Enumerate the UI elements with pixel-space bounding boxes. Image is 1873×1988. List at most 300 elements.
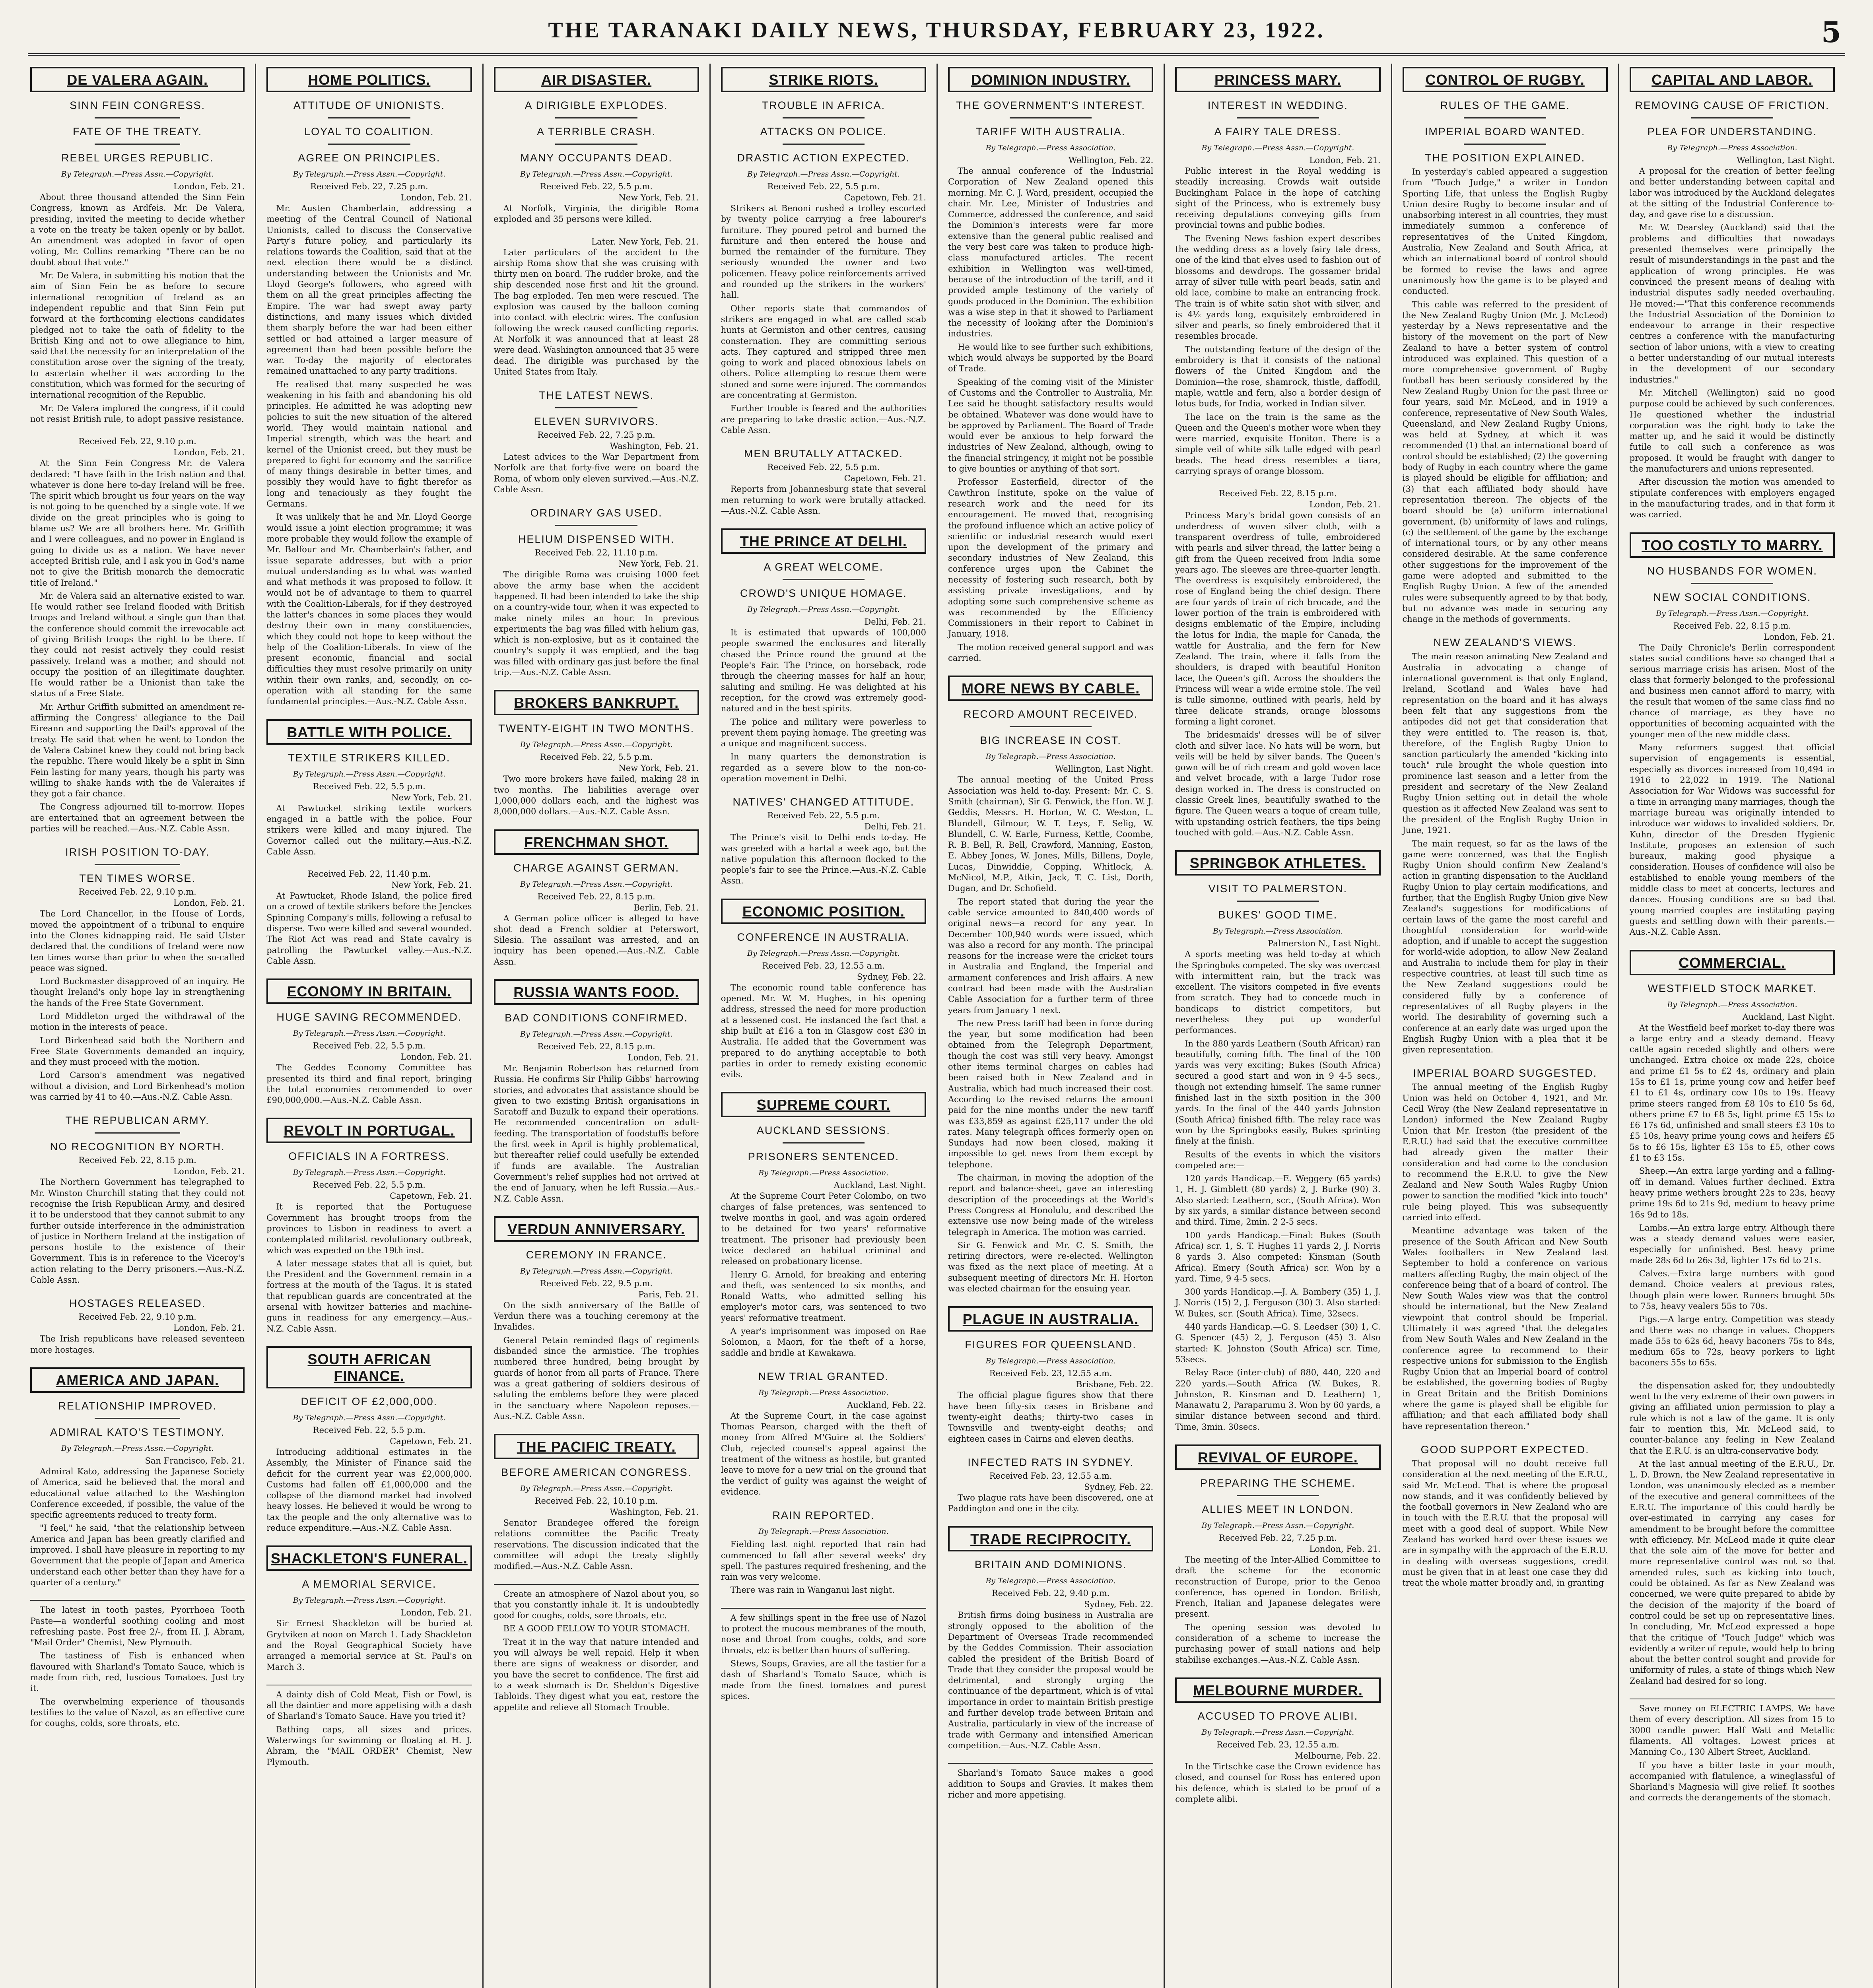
subheading: WESTFIELD STOCK MARKET. [1648,982,1817,994]
headline-box [721,1092,926,1117]
received-line: Received Feb. 22, 7.25 p.m. [537,430,655,440]
article [494,1216,699,1422]
newspaper-columns [28,64,1845,1988]
headline: SHACKLETON'S FUNERAL. [270,1550,468,1567]
headline: DE VALERA AGAIN. [67,72,208,88]
dateline: Sydney, Feb. 22. [1084,1482,1154,1492]
article-paragraph: Other reports state that commandos of strikers are engaged in what are called scab hunts at Germiston and other centres, causing consternation. They are committing serious acts. They captured and stripped three men going to work and placed obnoxious labels on others. Police attempting to rescue them were stoned and some were injured. The commandos are concentrating at Germiston. [721,303,926,400]
article-paragraph: Reports from Johannesburg state that several men returning to work were brutally attacked.—Aus.-N.Z. Cable Assn. [721,484,926,516]
rule-divider [783,579,865,580]
article-paragraph: Lord Middleton urged the withdrawal of the motion in the interests of peace. [30,1011,245,1032]
article [721,1509,926,1596]
subheading: FIGURES FOR QUEENSLAND. [965,1339,1137,1351]
article-paragraph: Relay Race (inter-club) of 880, 440, 220 and 220 yards.—South Africa (W. Bukes, R. Johnston, R. Kinsman and D. Leathern) 1, Manawatu 2, Paraparumu 3. Won by 60 yards, a similar distance between second and third. Time, 3min. 30secs. [1175,1368,1381,1432]
subheading: INTEREST IN WEDDING. [1207,99,1348,111]
advertisement-paragraph: Save money on ELECTRIC LAMPS. We have them of every description. All sizes from 15 to 3000 candle power. Half Watt and Metallic filaments. All voltages. Lowest prices at Manning Co., 130 Albert Street, Auckland. [1629,1704,1835,1757]
dateline: London, Feb. 21. [400,1608,472,1618]
article-paragraph: In many quarters the demonstration is regarded as a severe blow to the non-co-operation movement in Delhi. [721,752,926,783]
article-paragraph: A sports meeting was held to-day at which the Springboks competed. The sky was overcast with intermittent rain, but the track was excellent. The visitors competed in five events from scratch. They had to concede much in handicaps to district competitors, but nevertheless they put up wonderful performances. [1175,949,1381,1035]
headline-box [30,67,245,92]
column [936,64,1164,1988]
article-paragraph: The official plague figures show that there have been fifty-six cases in Brisbane and twenty-eight deaths; thirty-two cases in Townsville and twenty-eight deaths; and eighteen cases in Cairns and eleven deaths. [948,1390,1154,1444]
article-paragraph: The Prince's visit to Delhi ends to-day. He was greeted with a hartal a week ago, but the native population this afternoon flocked to the people's fair to see the Prince.—Aus.-N.Z. Cable Assn. [721,833,926,886]
subheading: RECORD AMOUNT RECEIVED. [963,708,1138,720]
article [948,1306,1153,1444]
article-paragraph: The motion received general support and was carried. [948,642,1154,663]
rule-divider [1691,583,1774,584]
subheading: NO RECOGNITION BY NORTH. [50,1141,225,1153]
telegraph-credit: By Telegraph.—Press Association. [758,1169,889,1178]
article [948,1526,1153,1751]
article [1175,67,1380,477]
headline: MELBOURNE MURDER. [1193,1682,1363,1699]
article [948,1763,1153,1800]
subheading: NO HUSBANDS FOR WOMEN. [1647,565,1817,577]
dateline: Auckland, Feb. 22. [847,1400,926,1410]
received-line: Received Feb. 22, 5.5 p.m. [540,752,653,762]
rule-divider [783,1142,865,1143]
column [1391,64,1618,1988]
advertisement [721,1608,926,1702]
advertisement-paragraph: The latest in tooth pastes, Pyorrhoea Tooth Paste—a wonderful soothing cooling and most refreshing paste. Post free 2/-, from H. J. Abram, "Mail Order" Chemist, New Plymouth. [30,1605,245,1648]
subheading: TARIFF WITH AUSTRALIA. [975,126,1126,138]
article-paragraph: There was rain in Wanganui last night. [730,1585,895,1595]
advertisement-paragraph: A few shillings spent in the free use of Nazol to protect the mucous membranes of the mouth, nose and throat from coughs, colds, and sore throats, etc is better than hours of suffering. [721,1613,926,1655]
received-line: Received Feb. 22, 5.5 p.m. [767,182,880,191]
article [1630,1380,1835,1687]
article-paragraph: Senator Brandegee offered the foreign relations committee the Pacific Treaty reservations. The discussion indicated that the committee will adopt the treaty slightly modified.—Aus.-N.Z. Cable Assn. [494,1518,699,1571]
article [1403,1444,1608,1589]
received-line: Received Feb. 23, 12.55 a.m. [1216,1740,1339,1749]
dateline: London, Feb. 21. [1763,632,1835,642]
subheading: RELATIONSHIP IMPROVED. [58,1400,217,1412]
dateline: Berlin, Feb. 21. [633,903,699,912]
rule-divider [1464,117,1546,118]
headline-box [948,1526,1153,1551]
telegraph-credit: By Telegraph.—Press Association. [985,1357,1116,1366]
subheading: DRASTIC ACTION EXPECTED. [737,152,910,164]
article-paragraph: Latest advices to the War Department from Norfolk are that forty-five were on board the Roma, of whom only eleven survived.—Aus.-N.Z. Cable Assn. [494,452,699,495]
subheading: A GREAT WELCOME. [764,561,884,573]
subheading: HELIUM DISPENSED WITH. [518,533,675,546]
article-paragraph: It is estimated that upwards of 100,000 people swarmed the enclosures and literally chased the Prince round the ground at the People's Fair. The Prince, on horseback, rode through the cheering masses for half an hour, saluting and smiling. He was delighted at his reception, for the crowd was extremely good-natured and in the best spirits. [721,628,926,714]
article-paragraph: The annual conference of the Industrial Corporation of New Zealand opened this morning. Mr. C. J. Ward, president, occupied the chair. Mr. Lee, Minister of Industries and Commerce, addressed the conference, and said the Dominion's interests were far more extensive than the general public realised and the very best care was taken to produce high-class manufactured articles. The recent exhibition in Wellington was well-timed, because of the introduction of the tariff, and it provided ample testimony of the variety of goods produced in the Dominion. The exhibition was a wise step in that it showed to Parliament the necessity of looking after the Dominion's industries. [948,166,1154,339]
article [30,846,245,1103]
subheading: ACCUSED TO PROVE ALIBI. [1197,1710,1358,1722]
article [1175,850,1380,1433]
telegraph-credit: By Telegraph.—Press Assn.—Copyright. [293,170,446,179]
received-line: Received Feb. 22, 5.5 p.m. [313,1041,426,1051]
article-paragraph: The bridesmaids' dresses will be of silver cloth and silver lace. No hats will be worn, but veils will be held by silver bands. The Queen's gown will be of rich cream and gold woven lace and velvet brocade, with a large Tudor rose design worked in. The dress is constructed on classic Greek lines, beautifully swathed to the figure. The Queen wears a toque of cream tulle, with upstanding ostrich feathers, the tips being touched with gold.—Aus.-N.Z. Cable Assn. [1175,730,1381,837]
advertisement-paragraph: Sharland's Tomato Sauce makes a good addition to Soups and Gravies. It makes them richer and more appetising. [948,1768,1154,1800]
received-line: Received Feb. 22, 9.5 p.m. [540,1278,653,1288]
received-line: Received Feb. 22, 8.15 p.m. [537,1041,655,1051]
article [494,1584,699,1713]
subheading: HUGE SAVING RECOMMENDED. [276,1011,462,1023]
article-paragraph: Many reformers suggest that official supervision of engagements is essential, especially as divorces increased from 10,494 in 1916 to 22,022 in 1919. The National Association for War Widows was successful for a time in arranging many marriages, though the marriage bureau was originally intended to introduce war widows to invalided soldiers. Dr. Kuhn, director of the Dresden Hygienic Institute, proposes an extension of such bureaux, making good physique a consideration. Houses of confidence will also be established to enable young members of the middle class to meet at concerts, lectures and dances. Housing conditions are so bad that young married couples are instituting paying guests and settling down with their parents.—Aus.-N.Z. Cable Assn. [1629,743,1835,937]
article-paragraph: Introducing additional estimates in the Assembly, the Minister of Finance said the deficit for the current year was £2,000,000. Customs had fallen off £1,000,000 and the collapse of the diamond market had involved heavy losses. He believed it would be wrong to tax the people and the only alternative was to reduce expenditure.—Aus.-N.Z. Cable Assn. [266,1447,472,1533]
advertisement-paragraph: BE A GOOD FELLOW TO YOUR STOMACH. [503,1624,690,1634]
subheading: THE GOVERNMENT'S INTEREST. [956,99,1145,111]
article-paragraph: Mr. Austen Chamberlain, addressing a meeting of the Central Council of National Unionists, called to discuss the Conservative Party's future policy, and particularly its relations towards the Coalition, said that at the next election there would be a distinct understanding between the Unionists and Mr. Lloyd George's followers, who agreed with them on all the great principles affecting the Empire. The war had swept away party distinctions, and many issues which divided them sharply before the war had been either settled or had attained a larger measure of agreement than had been possible before the war. To-day the majority of electorates remained unattached to any party traditions. [266,204,472,376]
article-paragraph: Fielding last night reported that rain had commenced to fall after several weeks' dry spell. The pastures required freshening, and the rain was very welcome. [721,1540,926,1582]
subheading: TEXTILE STRIKERS KILLED. [288,751,451,764]
article-paragraph: The Congress adjourned till to-morrow. Hopes are entertained that an agreement between the parties will be reached.—Aus.-N.Z. Cable Assn. [30,802,245,834]
headline-box [266,67,472,92]
subheading: A DIRIGIBLE EXPLODES. [525,99,668,111]
received-line: Received Feb. 22, 9.40 p.m. [991,1588,1110,1598]
dateline: Later. New York, Feb. 21. [591,237,699,247]
headline-box [948,67,1153,92]
advertisement [1630,1699,1835,1804]
subheading: ALLIES MEET IN LONDON. [1202,1503,1354,1515]
column [709,64,936,1988]
headline-box [30,1367,245,1393]
dateline: Capetown, Feb. 21. [390,1436,472,1446]
headline: STRIKE RIOTS. [769,72,878,88]
article-paragraph: The annual meeting of the United Press Association was held to-day. Present: Mr. C. S. Smith (chairman), Sir G. Fenwick, the Hon. W. J. Geddis, Messrs. H. Horton, W. C. Weston, L. Blundell, Gilmour, W. T. Leys, F. Selig, W. Blundell, C. W. Earle, Furness, Kettle, Coombe, R. B. Bell, R. Bell, Crawford, Manning, Easton, E. Abbey Jones, W. Jones, Mills, Billens, Doyle, Lucas, Dinwiddie, Copping, Whitlock, A. McNicol, M.P., Atkin, Jack, T. C. List, Dorth, Dugan, and Dr. Schofield. [948,775,1154,893]
advertisement [30,1600,245,1729]
article-paragraph: The Northern Government has telegraphed to Mr. Winston Churchill stating that they could not recognise the Irish Republican Army, and desired it to be understood that they cannot submit to any further outside interference in the administration of justice in Northern Ireland at the instigation of persons hostile to the existence of their Government. This is in reference to the Viceroy's action relating to the Derry prisoners.—Aus.-N.Z. Cable Assn. [30,1177,245,1285]
telegraph-credit: By Telegraph.—Press Assn.—Copyright. [293,1596,446,1605]
article-paragraph: The new Press tariff had been in force during the year, but some modification had been obtained from the Telegraph Department, though the cost was still very heavy. Amongst other items terminal charges on cables had been raised both in New Zealand and in Australia, which had much increased their cost. According to the revised returns the amount paid for the nine months under the new tariff was £33,859 as against £25,117 under the old rates. Many telegraph offices formerly open on Sundays had now been closed, making it impossible to get news from them except by telephone. [948,1018,1154,1169]
telegraph-credit: By Telegraph.—Press Assn.—Copyright. [1201,1728,1354,1737]
article-paragraph: Mr. Mitchell (Wellington) said no good purpose could be achieved by such conferences. He questioned whether the industrial corporation was the right body to take the matter up, and he said it would be distinctly futile to call such a conference as was proposed. It would be fraught with danger to the manufacturers and unions represented. [1629,388,1835,474]
article-paragraph: At the Supreme Court Peter Colombo, on two charges of false pretences, was sentenced to twelve months in gaol, and was again ordered to be detained for two years' reformative treatment. The prisoner had previously been twice declared an habitual criminal and released on probationary license. [721,1191,926,1266]
article-paragraph: At Norfolk, Virginia, the dirigible Roma exploded and 35 persons were killed. [494,204,699,224]
article-paragraph: Strikers at Benoni rushed a trolley escorted by twenty police carrying a free labourer's furniture. They poured petrol and burned the furniture and then entered the house and burned the remainder of the furniture. They seriously wounded the owner and two policemen. Heavy police reinforcements arrived and rounded up the strikers in the workers' hall. [721,204,926,300]
rule-divider [1464,144,1546,145]
article [721,796,926,886]
subheading: PREPARING THE SCHEME. [1200,1477,1356,1489]
subheading: ADMIRAL KATO'S TESTIMONY. [50,1426,225,1438]
headline: TRADE RECIPROCITY. [970,1531,1131,1547]
advertisement-paragraph: Stews, Soups, Gravies, are all the tastier for a dash of Sharland's Tomato Sauce, which is made from the finest tomatoes and purest spices. [721,1658,926,1701]
article-paragraph: Further trouble is feared and the authorities are preparing to take drastic action.—Aus.-N.Z. Cable Assn. [721,404,926,435]
headline: THE PRINCE AT DELHI. [740,533,907,550]
article-paragraph: The Evening News fashion expert describes the wedding dress as a lovely fairy tale dress, one of the kind that elves used to fashion out of blossoms and dewdrops. The gossamer bridal array of silver tulle with pearl beads, satin and old lace, combine to make an entrancing frock. The train is of white satin shot with silver, and is 4½ yards long, exquisitely embroidered in silver and pearls, so finely embroidered that it resembles brocade. [1175,233,1381,341]
article-paragraph: General Petain reminded flags of regiments disbanded since the armistice. The trophies numbered three hundred, being brought by guards of honor from all parts of France. There was a great gathering of soldiers desirous of saluting the emblems before they were placed in the sanctuary where Napoleon reposes.—Aus.-N.Z. Cable Assn. [494,1335,699,1421]
subheading: PLEA FOR UNDERSTANDING. [1647,126,1817,138]
advertisement [948,1763,1153,1800]
subheading: A FAIRY TALE DRESS. [1214,126,1342,138]
article [721,899,926,1080]
subheading: REBEL URGES REPUBLIC. [61,152,214,164]
article-paragraph: A German police officer is alleged to have shot dead a French soldier at Peterswort, Silesia. The assailant was arrested, and an inquiry has been opened.—Aus.-N.Z. Cable Assn. [494,913,699,967]
article-paragraph: After discussion the motion was amended to stipulate conferences with employers engaged in the manufacturing trades, and in that form it was carried. [1629,477,1835,520]
received-line: Received Feb. 22, 8.15 p.m. [537,891,655,901]
column [28,64,255,1988]
headline-box [266,1545,472,1571]
advertisement-paragraph: Treat it in the way that nature intended and you will always be well repaid. Help it when there are signs of weakness or disorder, and you have the secret to confidence. The first aid to a weak stomach is Dr. Sheldon's Digestive Tabloids. They digest what you eat, restore the appetite and relieve all Stomach Trouble. [494,1637,699,1712]
advertisement-paragraph: The tastiness of Fish is enhanced when flavoured with Sharland's Tomato Sauce, which is made from rich, red, luscious Tomatoes. Just try it. [30,1651,245,1693]
subheading: A TERRIBLE CRASH. [537,126,656,138]
subheading: RAIN REPORTED. [772,1509,875,1522]
dateline: Palmerston N., Last Night. [1268,939,1381,949]
article [30,1114,245,1285]
column [1164,64,1391,1988]
subheading: GOOD SUPPORT EXPECTED. [1420,1443,1589,1456]
rule-divider [1237,901,1319,902]
article-paragraph: The police and military were powerless to prevent them paying homage. The greeting was a unique and magnificent success. [721,717,926,749]
telegraph-credit: By Telegraph.—Press Assn.—Copyright. [293,769,446,779]
received-line: Received Feb. 22, 9.10 p.m. [78,887,196,897]
dateline: Wellington, Last Night. [1055,764,1154,774]
dateline: San Francisco, Feb. 21. [145,1456,245,1466]
article-paragraph: Mr. Benjamin Robertson has returned from Russia. He confirms Sir Philip Gibbs' harrowing stories, and advocates that assistance should be given to two existing British organisations in Saratoff and Buzulk to expand their operations. He recommended concentration on adult-feeding. The transportation of foodstuffs before the first week in April is highly problematical, but thereafter relief could usefully be extended if funds are available. The Australian Government's relief supplies had not arrived at the end of January, when he left Russia.—Aus.-N.Z. Cable Assn. [494,1063,699,1204]
telegraph-credit: By Telegraph.—Press Assn.—Copyright. [61,170,214,179]
article [494,829,699,967]
dateline: Capetown, Feb. 21. [390,1191,472,1201]
received-line: Received Feb. 22, 11.10 p.m. [534,548,658,558]
article [1630,950,1835,1369]
article-paragraph: The meeting of the Inter-Allied Committee to draft the scheme for the economic reconstruction of Europe, prior to the Genoa conference, has opened in London. British, French, Italian and Japanese delegates were present. [1175,1555,1381,1619]
article-paragraph: Mr. W. Dearsley (Auckland) said that the problems and difficulties that nowadays presented themselves were principally the result of misunderstandings in the past and the application of wrong principles. He was convinced the present means of dealing with industrial disputes sadly needed overhauling. He moved:—"That this conference recommends the Industrial Association of the Dominion to endeavour to arrange in their respective centres a conference with the manufacturing section of labor unions, with a view to creating a better understanding of our mutual interests in the development of our secondary industries." [1629,223,1835,384]
dateline: London, Feb. 21. [173,448,245,458]
column [255,64,482,1988]
article [721,67,926,436]
received-line: Received Feb. 22, 10.10 p.m. [534,1496,658,1506]
article-paragraph: At the Westfield beef market to-day there was a large entry and a steady demand. Heavy cattle again receded slightly and others were unchanged. Extra choice ox made 22s, choice and prime £1 5s to £2 4s, ordinary and plain 15s to £1 1s, prime young cow and heifer beef £1 to £1 4s, ordinary cow 10s to 19s. Heavy prime steers ranged from £8 10s to £10 5s 6d, others prime £7 to £8 5s, light prime £5 15s to £6 17s 6d, unfinished and small steers £3 10s to £5 10s, heavy prime young cows and heifers £5 5s to £6 15s, lighter £3 15s to £5, other cows £1 to £3 15s. [1629,1023,1835,1163]
rule-divider [783,117,865,118]
article-paragraph: This cable was referred to the president of the New Zealand Rugby Union (Mr. J. McLeod) yesterday by a News representative and the history of the movement on the part of New Zealand to have a better system of control introduced was explained. This question of a more comprehensive government of Rugby football has been seriously considered by the New Zealand Rugby Union for the past three or four years, said Mr. McLeod, and in 1919 a conference, representative of New South Wales, Queensland, and New Zealand Rugby Unions, was held at Sydney, at which it was recommended (1) that an international board of control should be established; (2) the governing body of Rugby in each country where the game is played should be eligible for affiliation; and (3) that each affiliated body should have representation thereon. The objects of the board should be (a) uniform international government, (b) uniformity of laws and rulings, (c) the settlement of the game by the exchange of international tours, or by any other means considered desirable. At the same conference other suggestions for the improvement of the game were adopted and submitted to the English Rugby Union. A few of the amended rules were subsequently agreed to by that body, but no advance was made in securing any change in the methods of governments. [1402,299,1608,624]
rule-divider [555,525,637,526]
dateline: London, Feb. 21. [173,1323,245,1333]
subheading: CEREMONY IN FRANCE. [526,1248,667,1261]
dateline: Wellington, Last Night. [1737,155,1835,165]
dateline: London, Feb. 21. [1309,1544,1381,1554]
telegraph-credit: By Telegraph.—Press Association. [758,1527,889,1536]
article-paragraph: The annual meeting of the English Rugby Union was held on October 4, 1921, and Mr. Cecil Wray (the New Zealand representative in London) informed the New Zealand Rugby Union that Mr. Ireston (the president of the E.R.U.) had said that the executive committee had already given the matter their consideration and had come to the conclusion to recommend the E.R.U. to give the New Zealand and New South Wales Rugby Union power to sanction the modified "kick into touch" rule being played. This was subsequently carried into effect. [1402,1082,1608,1223]
telegraph-credit: By Telegraph.—Press Assn.—Copyright. [520,170,673,179]
article-paragraph: He realised that many suspected he was weakening in his faith and abandoning his old principles. He admitted he was adopting new policies to suit the new situation of the altered world. They would maintain national and Imperial strength, which was the heart and kernel of the Unionist creed, but they must be prepared to fight for economy and the sacrifice of many things desirable in better times, and possibly they would have to fight therefor as long and tenaciously as they fought the Germans. [266,379,472,509]
received-line: Received Feb. 22, 5.5 p.m. [313,781,426,791]
headline-box [1630,532,1835,558]
headline-box [1630,67,1835,92]
subheading: NEW TRIAL GRANTED. [758,1370,889,1382]
article-paragraph: At the Supreme Court, in the case against Thomas Pearson, charged with the theft of money from Alfred M'Guire at the Soldiers' Club, rejected counsel's appeal against the treatment of the witness as hostile, but granted leave to move for a new trial on the ground that the verdict of guilty was against the weight of evidence. [721,1411,926,1497]
dateline: Sydney, Feb. 22. [857,972,926,982]
article-paragraph: Sir Ernest Shackleton will be buried at Grytviken at noon on March 1. Lady Shackleton and the Royal Geographical Society have arranged a memorial service at St. Paul's on March 3. [266,1619,472,1672]
headline: AIR DISASTER. [541,72,652,88]
dateline: London, Feb. 21. [400,1052,472,1062]
headline-box [1175,1444,1380,1470]
dateline: New York, Feb. 21. [391,880,472,890]
article-paragraph: Public interest in the Royal wedding is steadily increasing. Crowds wait outside Buckingham Palace in the hope of catching sight of the Princess, who is extremely busy receiving deputations conveying gifts from provincial towns and public bodies. [1175,166,1381,230]
received-line: Received Feb. 22, 5.5 p.m. [540,182,653,191]
telegraph-credit: By Telegraph.—Press Association. [985,144,1116,152]
article-paragraph: The economic round table conference has opened. Mr. W. M. Hughes, in his opening address, stressed the need for more production at a lessened cost. He instanced the fact that a ship built at £16 a ton in Glasgow cost £30 in Australia. He added that the Government was prepared to do anything acceptable to both parties in order to remedy existing economic evils. [721,982,926,1079]
article-paragraph: That proposal will no doubt receive full consideration at the next meeting of the E.R.U., said Mr. McLeod. That is where the proposal now stands, and it was confidently believed by the football governors in New Zealand who are in touch with the E.R.U. that the proposal will meet with a good deal of support. While New Zealand has worked hard over these issues we are in sympathy with the approach of the E.R.U. in dealing with overseas suggestions, credit must be given that in at least one case they did treat the whole matter broadly and, in granting [1402,1458,1608,1588]
subheading: INFECTED RATS IN SYDNEY. [968,1456,1134,1468]
article-paragraph: "I feel," he said, "that the relationship between America and Japan has been greatly clarified and improved. I shall have pleasure in reporting to my Government that the people of Japan and America understand each other better than they have for a quarter of a century." [30,1523,245,1587]
headline: TOO COSTLY TO MARRY. [1642,537,1823,553]
dateline: Brisbane, Feb. 22. [1076,1380,1154,1390]
dateline: Washington, Feb. 21. [610,1507,699,1517]
article [1403,1067,1608,1432]
rule-divider [1691,117,1774,118]
telegraph-credit: By Telegraph.—Press Assn.—Copyright. [520,1266,673,1276]
subheading: LOYAL TO COALITION. [304,126,434,138]
article-paragraph: The outstanding feature of the design of the embroidery is that it consists of the national flowers of the United Kingdom and the Dominion—the rose, shamrock, thistle, daffodil, maple, wattle and fern, also a border design of lotus buds, for India, worked in Indian silver. [1175,344,1381,409]
article-paragraph: Meantime advantage was taken of the presence of the South African and New South Wales footballers in New Zealand last September to hold a conference on various matters affecting Rugby, the main object of the conference being that of a board of control. The New South Wales view was that the control should be international, but the New Zealand viewpoint that control should be Imperial. Ultimately it was agreed "that the delegates from New South Wales and New Zealand in the conference agree to recommend to their respective unions for submission to the English Rugby Union that an Imperial board of control be established, the governing bodies of Rugby in Great Britain and the British Dominions where the game is played shall be eligible for affiliation; and that each affiliated body shall have representation thereon." [1402,1226,1608,1431]
article-paragraph: Admiral Kato, addressing the Japanese Society of America, said he believed that the moral and educational value attached to the Washington Conference exceeded, if possible, the value of the specific agreements reduced to treaty form. [30,1466,245,1520]
headline: COMMERCIAL. [1679,954,1786,971]
article-paragraph: Mr. De Valera implored the congress, if it could not resist British rule, to adopt passive resistance. [30,403,245,424]
subheading: THE REPUBLICAN ARMY. [65,1114,210,1127]
article-paragraph: British firms doing business in Australia are strongly opposed to the abolition of the Department of Overseas Trade recommended by the Geddes Commission. Their association cabled the president of the British Board of Trade that they consider the proposal would be detrimental, and strongly urging the continuance of the department, which is of vital importance in order to maintain British prestige and further develop trade between Britain and Australia, particularly in view of the increase of trade with Germany and intensified American competition.—Aus.-N.Z. Cable Assn. [948,1610,1154,1750]
subheading: AUCKLAND SESSIONS. [756,1124,890,1137]
article-paragraph: A later message states that all is quiet, but the President and the Government remain in a fortress at the mouth of the Tagus. It is stated that republican guards are concentrated at the arsenal with howitzer batteries and machine-guns in readiness for any emergency.—Aus.-N.Z. Cable Assn. [266,1258,472,1334]
dateline: London, Feb. 21. [1309,500,1381,510]
headline-box [266,1346,472,1388]
subheading: BUKES' GOOD TIME. [1218,909,1338,921]
headline-box [494,1434,699,1459]
headline-box [1175,1677,1380,1703]
received-line: Received Feb. 22, 7.25 p.m. [1219,1533,1337,1543]
rule-divider [783,144,865,145]
subheading: REMOVING CAUSE OF FRICTION. [1635,99,1830,111]
rule-divider [1237,1495,1319,1496]
headline: AMERICA AND JAPAN. [56,1372,219,1388]
article-paragraph: The main request, so far as the laws of the game were concerned, was that the English Rugby Union should confirm New Zealand's action in granting dispensation to the Auckland Rugby Union to play certain modifications, and further, that the English Rugby Union give New Zealand's suggestions for modifications of certain laws of the game the most careful and thoughtful consideration for world-wide adoption, and if unable to accept the suggestion for world-wide adoption, to allow New Zealand and Australia to include them for play in their respective countries, at least till such time as the New Zealand suggestions could be considered fully by a conference of representatives of all Rugby players in the world. The desirability of governing such a conference at an early date was urged upon the English Rugby Union with a plea that it be given representation. [1402,839,1608,1055]
received-line: Received Feb. 22, 8.15 p.m. [1219,489,1337,499]
headline: DOMINION INDUSTRY. [971,72,1131,88]
telegraph-credit: By Telegraph.—Press Association. [1667,1000,1797,1009]
article-paragraph: A year's imprisonment was imposed on Rae Solomon, a Maori, for the theft of a horse, saddle and bridle at Kawakawa. [721,1326,926,1358]
received-line: Received Feb. 23, 12.55 a.m. [989,1471,1112,1481]
advertisement [266,1685,472,1768]
dateline: Capetown, Feb. 21. [844,193,926,202]
received-line: Received Feb. 22, 5.5 p.m. [767,462,880,472]
article-paragraph: Sheep.—An extra large yarding and a falling-off in demand. Values further declined. Extra heavy prime wethers brought 22s to 23s, heavy prime 19s 6d to 21s 9d, medium to heavy prime 16s 9d to 18s. [1629,1166,1835,1219]
rule-divider [1237,117,1319,118]
telegraph-credit: By Telegraph.—Press Association. [758,1388,889,1397]
article [494,1434,699,1572]
article [721,448,926,516]
article [948,67,1153,664]
subheading: PRISONERS SENTENCED. [748,1151,900,1163]
subheading: VISIT TO PALMERSTON. [1208,883,1348,895]
telegraph-credit: By Telegraph.—Press Association. [985,1576,1116,1586]
dateline: New York, Feb. 21. [618,559,699,569]
headline-box [948,676,1153,701]
rule-divider [95,1418,181,1419]
headline: ECONOMIC POSITION. [742,903,905,920]
rule-divider [95,117,181,118]
headline-box [1175,67,1380,92]
article-paragraph: In yesterday's cabled appeared a suggestion from "Touch Judge," a writer in London Sporting Life, that unless the English Rugby Union desire Rugby to become insular and of unabsorbing interest in all countries, they must immediately summon a conference of representatives of the United Kingdom, Australia, New Zealand and South Africa, at which an international board of control should be formed to revise the laws and agree unanimously how the game is to be played and conducted. [1402,167,1608,296]
headline-box [494,979,699,1005]
rule-divider [95,144,181,145]
article [266,869,472,967]
article-paragraph: 120 yards Handicap.—E. Weggery (65 yards) 1, H. J. Gimblett (80 yards) 2, J. Burke (90) 3. Also started: Leathern, scr., (South Africa). Won by six yards, a similar distance between second and third. Time, 2min. 2 2-5 secs. [1175,1174,1381,1227]
article-paragraph: On the sixth anniversary of the Battle of Verdun there was a touching ceremony at the Invalides. [494,1300,699,1332]
article-paragraph: Later particulars of the accident to the airship Roma show that she was cruising with thirty men on board. The rudder broke, and the ship descended nose first and hit the ground. The bag exploded. Ten men were rescued. The explosion was caused by the balloon coming into contact with electric wires. The confusion following the wreck caused conflicting reports. At Norfolk it was announced that at least 28 were dead. Washington announced that 35 were dead. The dirigible was purchased by the United States from Italy. [494,247,699,377]
article [266,1545,472,1672]
headline: CONTROL OF RUGBY. [1425,72,1585,88]
headline: MORE NEWS BY CABLE. [961,680,1140,697]
article-paragraph: Princess Mary's bridal gown consists of an underdress of woven silver cloth, with a transparent overdress of tulle, embroidered with pearls and silver thread, the latter being a gift from the Queen received from India some years ago. The sleeves are three-quarter length. The overdress is exquisitely embroidered, the rose of England being the chief design. There are four yards of train of rich brocade, and the lower portion of the train is embroidered with designs emblematic of the Empire, including the lotus for India, the maple for Canada, the wattle for Australia, and the fern for New Zealand. The train, where it falls from the shoulders, is draped with beautiful Honiton lace, the Queen's gift. Across the shoulders the Princess will wear a wide ermine stole. The veil is tulle simonne, outlined with pearls, held by three delicate strands, orange blossoms forming a light coronet. [1175,511,1381,726]
headline: SOUTH AFRICAN FINANCE. [307,1351,431,1384]
masthead-title: THE TARANAKI DAILY NEWS, THURSDAY, FEBRUARY 23, 1922. [548,18,1325,43]
article-paragraph: In the Tirtschke case the Crown evidence has closed, and counsel for Ross has entered upon his defence, which is stated to be proof of a complete alibi. [1175,1761,1381,1804]
subheading: OFFICIALS IN A FORTRESS. [288,1150,450,1163]
dateline: London, Feb. 21. [173,898,245,908]
dateline: Delhi, Feb. 21. [864,822,926,832]
rule-divider [555,407,637,408]
received-line: Received Feb. 22, 11.40 p.m. [307,869,431,879]
dateline: London, Feb. 21. [173,182,245,191]
dateline: London, Feb. 21. [173,1167,245,1176]
advertisement [494,1584,699,1713]
article-paragraph: The main reason animating New Zealand and Australia in advocating a change of international government is that only England, Ireland, Scotland and Wales have had representation on the board and it has always been felt that any suggestions from the antipodes did not get that consideration that they were entitled to. The reason is, that, therefore, of the English Rugby Union to sanction particularly the amended "kicking into touch" rule brought the whole question into prominence last season and a letter from the president and secretary of the New Zealand Rugby Union setting out in detail the whole question as it affected New Zealand was sent to the president of the English Rugby Union in June, 1921. [1402,652,1608,835]
dateline: Washington, Feb. 21. [610,441,699,451]
headline: HOME POLITICS. [308,72,431,88]
telegraph-credit: By Telegraph.—Press Assn.—Copyright. [520,1029,673,1039]
article-paragraph: The Daily Chronicle's Berlin correspondent states social conditions have so changed that a serious marriage crisis has arisen. Most of the class that formerly belonged to the professional and business men cannot afford to marry, with the result that women of the same class find no chance of marriage, as they have no opportunities of becoming acquainted with the younger men of the new middle class. [1629,643,1835,739]
rule-divider [555,144,637,145]
article-paragraph: Professor Easterfield, director of the Cawthron Institute, spoke on the value of research work and the need for its encouragement. He moved that, recognising the profound influence which an active policy of scientific or industrial research would exert upon the development of the primary and secondary industries of New Zealand, this conference urges upon the Cabinet the necessity of fostering such research, both by assisting private investigations, and by adopting some such comprehensive scheme as was recommended by the Efficiency Commissioners in their report to Cabinet in January, 1918. [948,477,1154,639]
article-paragraph: Sir G. Fenwick and Mr. C. S. Smith, the retiring directors, were re-elected. Wellington was fixed as the next place of meeting. At a subsequent meeting of directors Mr. H. Horton was elected chairman for the ensuing year. [948,1240,1154,1294]
headline: REVOLT IN PORTUGAL. [284,1122,455,1139]
article-paragraph: It was unlikely that he and Mr. Lloyd George would issue a joint election programme; it was more probable they would follow the example of Mr. Balfour and Mr. Chamberlain's father, and issue separate addresses, but with a prior mutual understanding as to what was wanted and what methods it was proposed to follow. It would not be of advantage to them to quarrel with the Coalition-Liberals, for if they destroyed the latter's chances in some places they would destroy their own in many constituencies, which they could not hope to keep without the help of the Coalition-Liberals. In view of the present economic, financial and social difficulties they must resolve primarily on unity within their own ranks, and, secondly, on co-operation with all standing for the same fundamental principles.—Aus.-N.Z. Cable Assn. [266,512,472,707]
article [1630,67,1835,520]
headline: REVIVAL OF EUROPE. [1198,1449,1358,1466]
headline-box [494,67,699,92]
dateline: Auckland, Last Night. [834,1180,926,1190]
article-paragraph: The Irish republicans have released seventeen more hostages. [30,1334,245,1355]
headline: BATTLE WITH POLICE. [287,724,452,740]
advertisement-paragraph: The overwhelming experience of thousands testifies to the value of Nazol, as an effective cure for coughs, colds, sore throats, etc. [30,1697,245,1728]
article [948,1456,1153,1514]
received-line: Received Feb. 22, 5.5 p.m. [767,811,880,821]
article [1630,1699,1835,1804]
received-line: Received Feb. 23, 12.55 a.m. [762,961,885,971]
article-paragraph: At the Sinn Fein Congress Mr. de Valera declared: "I have faith in the Irish nation and that whatever is done here to-day Ireland will be free. The spirit which brought us four years on the way is not going to be quenched by a single vote. If we divide on the great principles who is going to blame us? We are all brothers here. Mr. Griffith and I were colleagues, and no power in England is going to divide us as a nation. We have never accepted British rule, and I ask you in God's name not to give the British monarch the democratic title of Ireland." [30,458,245,588]
article-paragraph: At the last annual meeting of the E.R.U., Dr. L. D. Brown, the New Zealand representative in London, was unanimously elected as a member of the executive and general committees of the E.R.U. The importance of this could hardly be over-estimated in carrying any cases for amendment to be brought before the committee with efficiency. Mr. McLeod made it quite clear that the sole aim of the move for better and more representative control was not so that amended rules, such as kicking into touch, could be obtained. As far as New Zealand was concerned, we were quite prepared to abide by the decision of the majority if the board of control could be set up on representative lines. In concluding, Mr. McLeod expressed a hope that the critique of "Touch Judge" which was evidently a writer of repute, would help to bring about the better control sought and provide for uniformity of rules, a state of things which New Zealand had desired for so long. [1629,1459,1835,1686]
subheading: THE LATEST NEWS. [539,389,654,402]
telegraph-credit: By Telegraph.—Press Assn.—Copyright. [293,1413,446,1422]
article [30,437,245,834]
article [1175,1444,1380,1666]
article [494,67,699,225]
rule-divider [95,864,181,865]
received-line: Received Feb. 22, 9.10 p.m. [78,437,196,447]
telegraph-credit: By Telegraph.—Press Assn.—Copyright. [747,949,900,958]
received-line: Received Feb. 22, 7.25 p.m. [310,182,428,191]
rule-divider [1010,726,1092,727]
article [494,507,699,678]
subheading: MANY OCCUPANTS DEAD. [520,152,672,164]
article-paragraph: The opening session was devoted to consideration of a scheme to increase the purchasing power of small nations and help stabilise exchanges.—Aus.-N.Z. Cable Assn. [1175,1622,1381,1665]
telegraph-credit: By Telegraph.—Press Assn.—Copyright. [293,1029,446,1038]
article [266,1685,472,1768]
dateline: Melbourne, Feb. 22. [1294,1751,1381,1761]
subheading: FATE OF THE TREATY. [73,126,202,138]
dateline: New York, Feb. 21. [391,792,472,802]
subheading: NEW SOCIAL CONDITIONS. [1653,591,1811,603]
article-paragraph: 440 yards Handicap.—G. S. Leedser (30) 1, C. G. Spencer (45) 2, J. Ferguson (45) 3. Also started: K. Johnston (South Africa) scr. Time, 53secs. [1175,1322,1381,1364]
article-paragraph: The Geddes Economy Committee has presented its third and final report, bringing the total economies recommended to over £90,000,000.—Aus.-N.Z. Cable Assn. [266,1063,472,1105]
article-paragraph: Mr. Arthur Griffith submitted an amendment re-affirming the Congress' allegiance to the Dail Eireann and supporting the Dail's approval of the treaty. He said that when he went to London the de Valera Cabinet knew they could not bring back the republic. There would likely be a split in Sinn Fein lasting for many years, though his party was willing to shake hands with the de Valeraites if they got a fair chance. [30,702,245,799]
subheading: BIG INCREASE IN COST. [980,734,1121,747]
telegraph-credit: By Telegraph.—Press Assn.—Copyright. [1201,144,1354,152]
headline-box [721,67,926,92]
rule-divider [555,117,637,118]
subheading: TROUBLE IN AFRICA. [762,99,886,111]
telegraph-credit: By Telegraph.—Press Assn.—Copyright. [747,170,900,179]
